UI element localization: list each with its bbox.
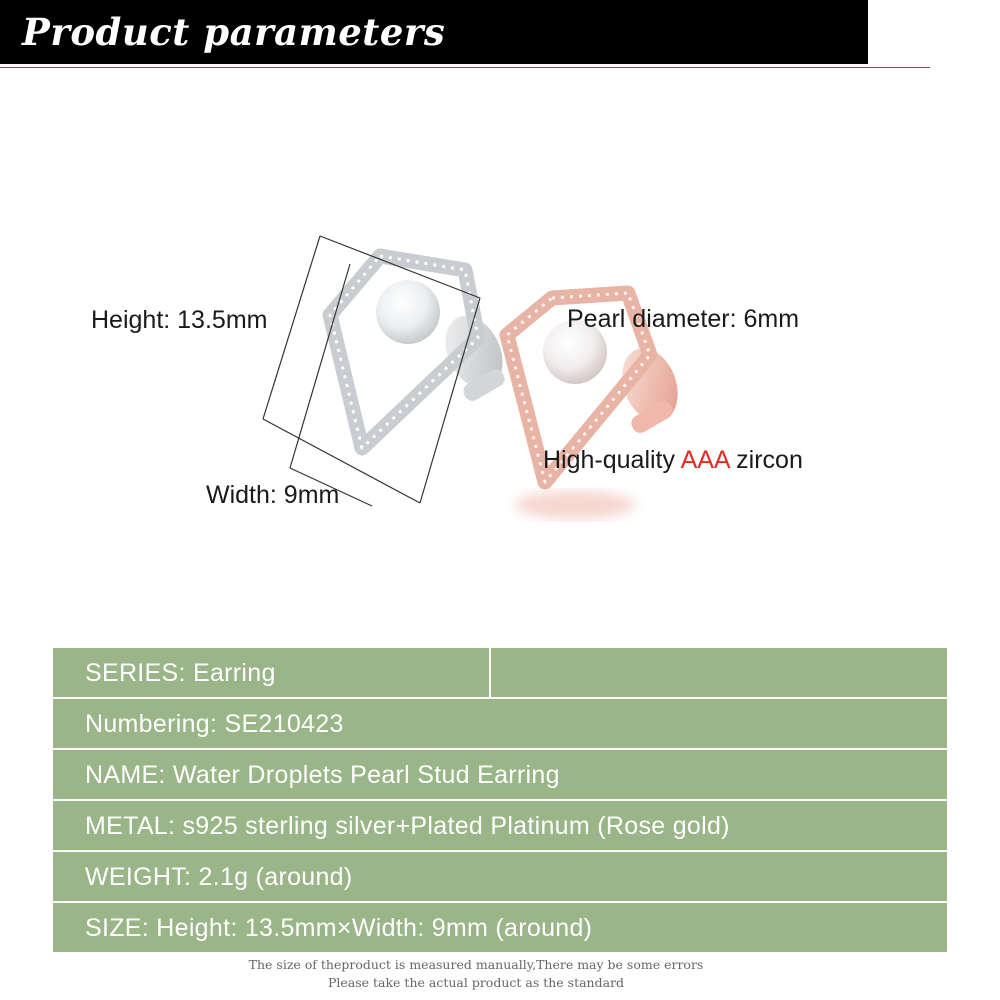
height-annotation: Height: 13.5mm	[91, 306, 268, 334]
silver-earring	[330, 256, 514, 448]
spec-table	[53, 648, 947, 954]
spec-row-name	[53, 750, 947, 799]
cell-divider	[489, 648, 491, 697]
spec-size: SIZE: Height: 13.5mm×Width: 9mm (around)	[85, 914, 593, 942]
spec-weight: WEIGHT: 2.1g (around)	[85, 863, 353, 891]
spec-row-weight	[53, 852, 947, 901]
zircon-suffix: zircon	[729, 446, 803, 474]
spec-name: NAME: Water Droplets Pearl Stud Earring	[85, 761, 560, 789]
zircon-annotation	[543, 446, 803, 475]
pearl-diameter-annotation: Pearl diameter: 6mm	[567, 305, 800, 333]
zircon-grade: AAA	[680, 446, 730, 474]
spec-row-series	[53, 648, 947, 697]
spec-numbering: Numbering: SE210423	[85, 710, 344, 738]
spec-row-size	[53, 903, 947, 952]
footnote-line-2: Please take the actual product as the standard	[327, 975, 625, 990]
spec-row-metal	[53, 801, 947, 850]
width-annotation: Width: 9mm	[206, 481, 340, 509]
footnote-line-1: The size of theproduct is measured manually,There may be some errors	[248, 957, 704, 972]
page-title: Product parameters	[22, 10, 446, 54]
spec-row-numbering	[53, 699, 947, 748]
spec-metal: METAL: s925 sterling silver+Plated Platinum (Rose gold)	[85, 812, 730, 840]
zircon-prefix: High-quality	[543, 446, 681, 474]
spec-series: SERIES: Earring	[85, 659, 276, 687]
